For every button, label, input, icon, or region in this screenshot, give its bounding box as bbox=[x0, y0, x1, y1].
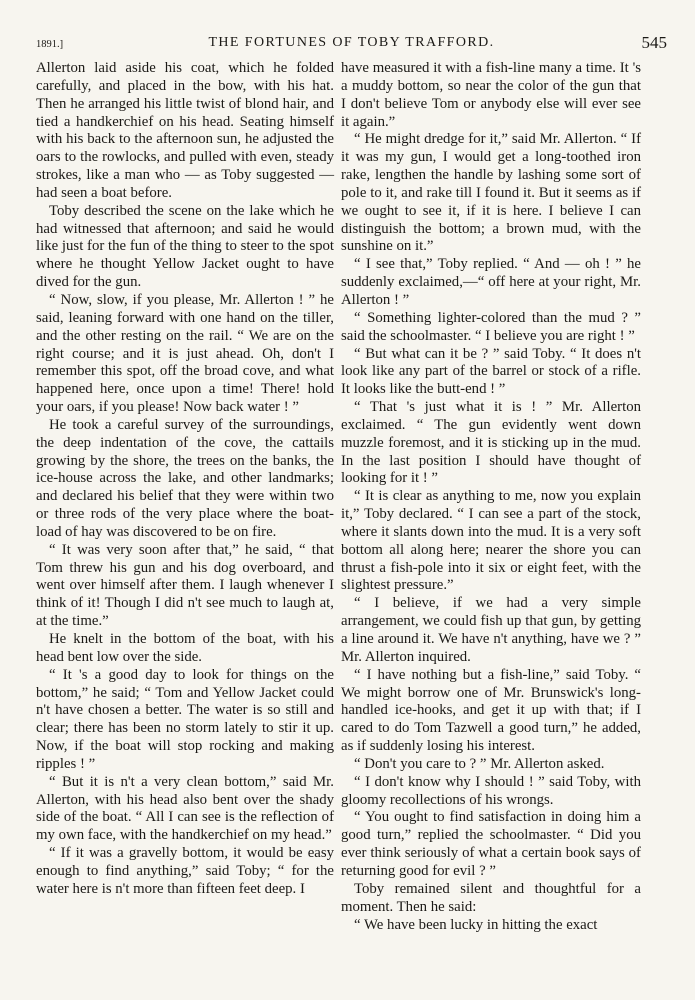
paragraph: “ If it was a gravelly bottom, it would be easy enough to find anything,” said Toby; “ for the water here is n't more than fifteen feet deep. I bbox=[36, 845, 334, 897]
paragraph: “ I have nothing but a fish-line,” said Toby. “ We might borrow one of Mr. Brunswick's long-handled ice-hooks, and get it up with that; if I cared to do Tom Tazwell a good turn,” he added, as if suddenly losing his interest. bbox=[341, 666, 641, 755]
paragraph: “ You ought to find satisfaction in doing him a good turn,” replied the schoolmaster. “ Did you ever think seriously of what a certain book says of returning good for evil ? ” bbox=[341, 809, 641, 879]
left-column bbox=[36, 60, 334, 899]
running-header bbox=[36, 34, 667, 56]
paragraph: Toby described the scene on the lake which he had witnessed that afternoon; and said he would like just for the fun of the thing to steer to the spot where he thought Yellow Jacket ought to have dived for the gun. bbox=[36, 202, 334, 291]
header-year: 1891.] bbox=[36, 39, 64, 50]
paragraph: He knelt in the bottom of the boat, with his head bent low over the side. bbox=[36, 631, 334, 665]
paragraph: “ That 's just what it is ! ” Mr. Allerton exclaimed. “ The gun evidently went down muzzle foremost, and it is sticking up in the mud. In the last position I should have thought of looking for it ! ” bbox=[341, 399, 641, 487]
paragraph: Allerton laid aside his coat, which he folded carefully, and placed in the bow, with his hat. Then he arranged his little twist of blond hair, and tied a handkerchief on his head. Seating himself with his back to the afternoon sun, he adjusted the oars to the rowlocks, and pulled with even, steady strokes, like a man who — as Toby suggested — had seen a boat before. bbox=[36, 60, 334, 201]
paragraph: Toby remained silent and thoughtful for a moment. Then he said: bbox=[341, 880, 641, 915]
paragraph: “ It is clear as anything to me, now you explain it,” Toby declared. “ I can see a part of the stock, where it slants down into the mud. It is a very soft bottom all along here; nearer the shore you can thrust a fish-pole into it six or eight feet, with the slightest pressure.” bbox=[341, 488, 641, 594]
paragraph: “ But what can it be ? ” said Toby. “ It does n't look like any part of the barrel or stock of a rifle. It looks like the butt-end ! ” bbox=[341, 345, 641, 398]
page-number: 545 bbox=[641, 33, 667, 52]
paragraph: “ But it is n't a very clean bottom,” said Mr. Allerton, with his head also bent over the shady side of the boat. “ All I can see is the reflection of my own face, with the handkerchief on my head.” bbox=[36, 773, 334, 844]
paragraph: “ Now, slow, if you please, Mr. Allerton ! ” he said, leaning forward with one hand on the tiller, and the other resting on the rail. “ We are on the right course; and it is just ahead. Oh, don't I remember this spot, off the broad cove, and what happened here, once upon a time! There! hold your oars, if you please! Now back water ! ” bbox=[36, 291, 334, 416]
paragraph: “ Don't you care to ? ” Mr. Allerton asked. bbox=[354, 755, 605, 772]
paragraph: “ It 's a good day to look for things on the bottom,” he said; “ Tom and Yellow Jacket could n't have chosen a better. The water is so still and clear; there has been no storm lately to stir it up. Now, if the boat will stop rocking and making ripples ! ” bbox=[36, 666, 334, 772]
paragraph: “ He might dredge for it,” said Mr. Allerton. “ If it was my gun, I would get a long-toothed iron rake, lengthen the handle by lashing some sort of pole to it, and rake till I found it. But it seems as if we ought to see it, if it is here. I believe I can distinguish the bottom; a brown mud, with the sunshine on it.” bbox=[341, 131, 641, 255]
paragraph: “ I believe, if we had a very simple arrangement, we could fish up that gun, by getting a line around it. We have n't anything, have we ? ” Mr. Allerton inquired. bbox=[341, 595, 641, 665]
paragraph: “ Something lighter-colored than the mud ? ” said the schoolmaster. “ I believe you are right ! ” bbox=[341, 309, 641, 344]
paragraph: “ We have been lucky in hitting the exact bbox=[354, 916, 598, 933]
paragraph: He took a careful survey of the surroundings, the deep indentation of the cove, the cattails growing by the shore, the trees on the banks, the ice-house across the lake, and other landmarks; and declared his belief that they were within two or three rods of the very place where the boat-load of hay was discovered to be on fire. bbox=[36, 416, 334, 540]
paragraph: “ I see that,” Toby replied. “ And — oh ! ” he suddenly exclaimed,—“ off here at your right, Mr. Allerton ! ” bbox=[341, 256, 641, 308]
paragraph: “ It was very soon after that,” he said, “ that Tom threw his gun and his dog overboard, and went over himself after them. I laugh whenever I think of it! Though I did n't see much to laugh at, at the time.” bbox=[36, 541, 334, 630]
paragraph: have measured it with a fish-line many a time. It 's a muddy bottom, so near the color of the gun that I don't believe Tom or anybody else will ever see it again.” bbox=[341, 60, 641, 130]
right-column bbox=[341, 60, 641, 934]
header-title: THE FORTUNES OF TOBY TRAFFORD. bbox=[208, 35, 495, 50]
paragraph: “ I don't know why I should ! ” said Toby, with gloomy recollections of his wrongs. bbox=[341, 773, 641, 808]
